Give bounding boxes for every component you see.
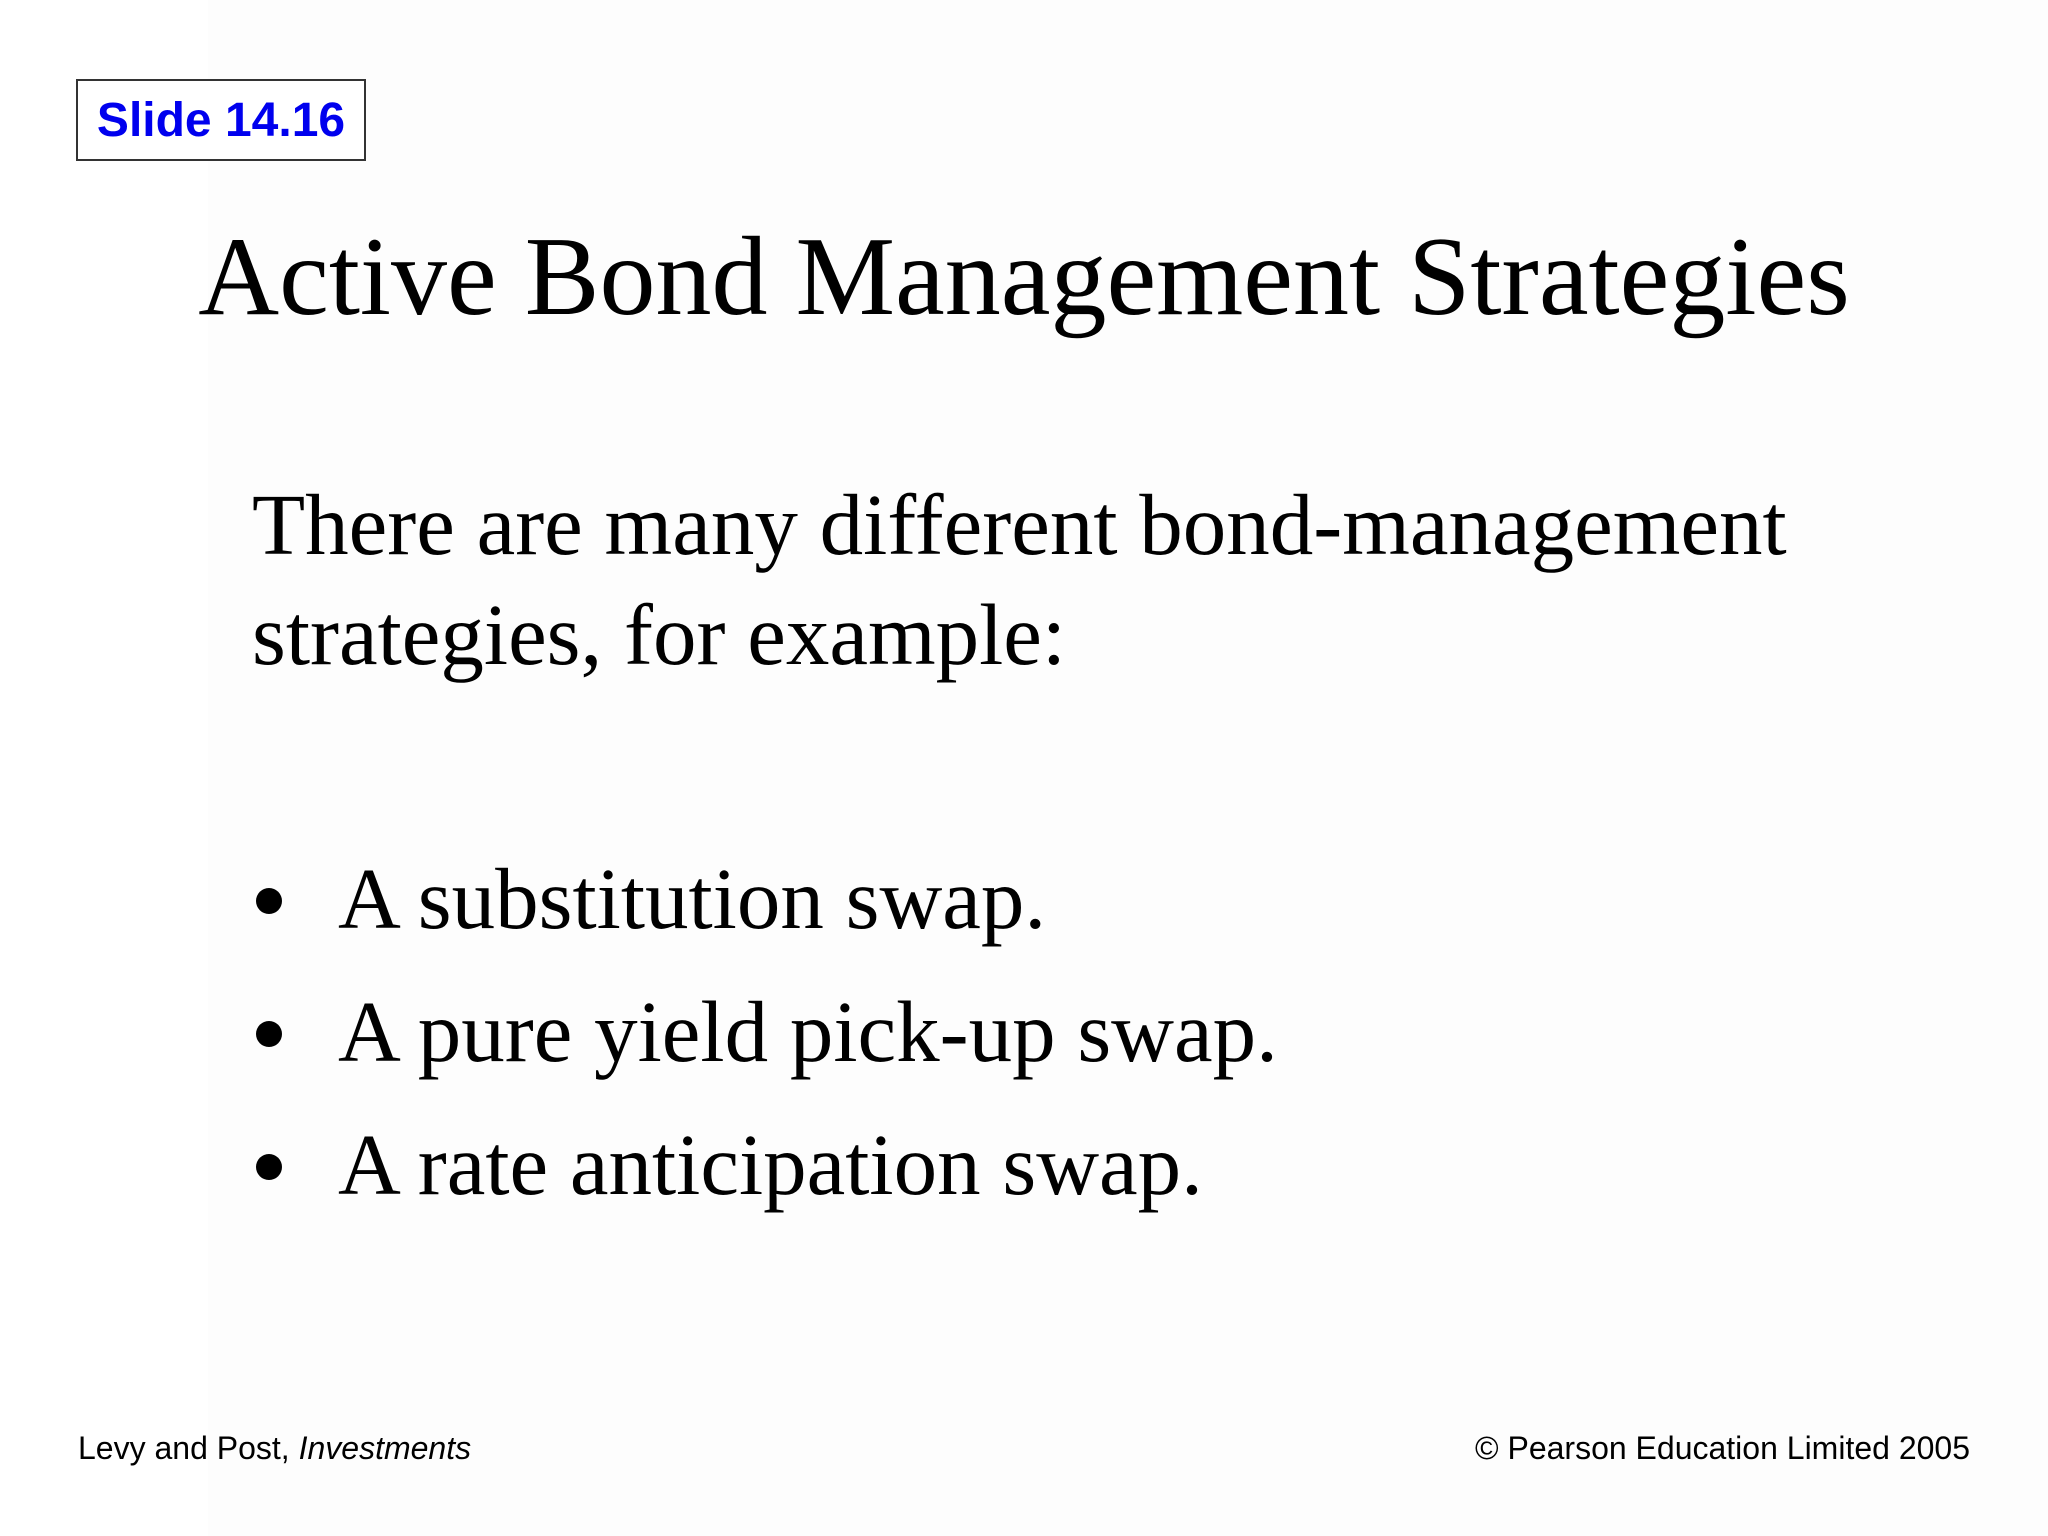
bullet-text: A pure yield pick-up swap. <box>338 983 1278 1080</box>
slide-number-badge <box>76 79 366 161</box>
bullet-icon <box>256 1021 282 1047</box>
bullet-icon <box>256 1154 282 1180</box>
footer-citation <box>78 1430 471 1467</box>
intro-line: There are many different bond-management <box>252 476 1787 573</box>
footer-authors: Levy and Post, <box>78 1430 299 1466</box>
footer-copyright: © Pearson Education Limited 2005 <box>1475 1430 1970 1466</box>
bullet-icon <box>256 888 282 914</box>
footer-book-title: Investments <box>298 1430 472 1466</box>
intro-line: strategies, for example: <box>252 586 1067 683</box>
bullet-text: A substitution swap. <box>338 850 1047 947</box>
bullet-text: A rate anticipation swap. <box>338 1116 1203 1213</box>
bullet-item <box>252 965 1852 1098</box>
bullet-item <box>252 832 1852 965</box>
bullet-item <box>252 1098 1852 1231</box>
slide-number-label: Slide 14.16 <box>96 93 346 147</box>
intro-text <box>252 470 1952 690</box>
bullet-list <box>252 832 1852 1231</box>
slide-title: Active Bond Management Strategies <box>198 215 1850 339</box>
